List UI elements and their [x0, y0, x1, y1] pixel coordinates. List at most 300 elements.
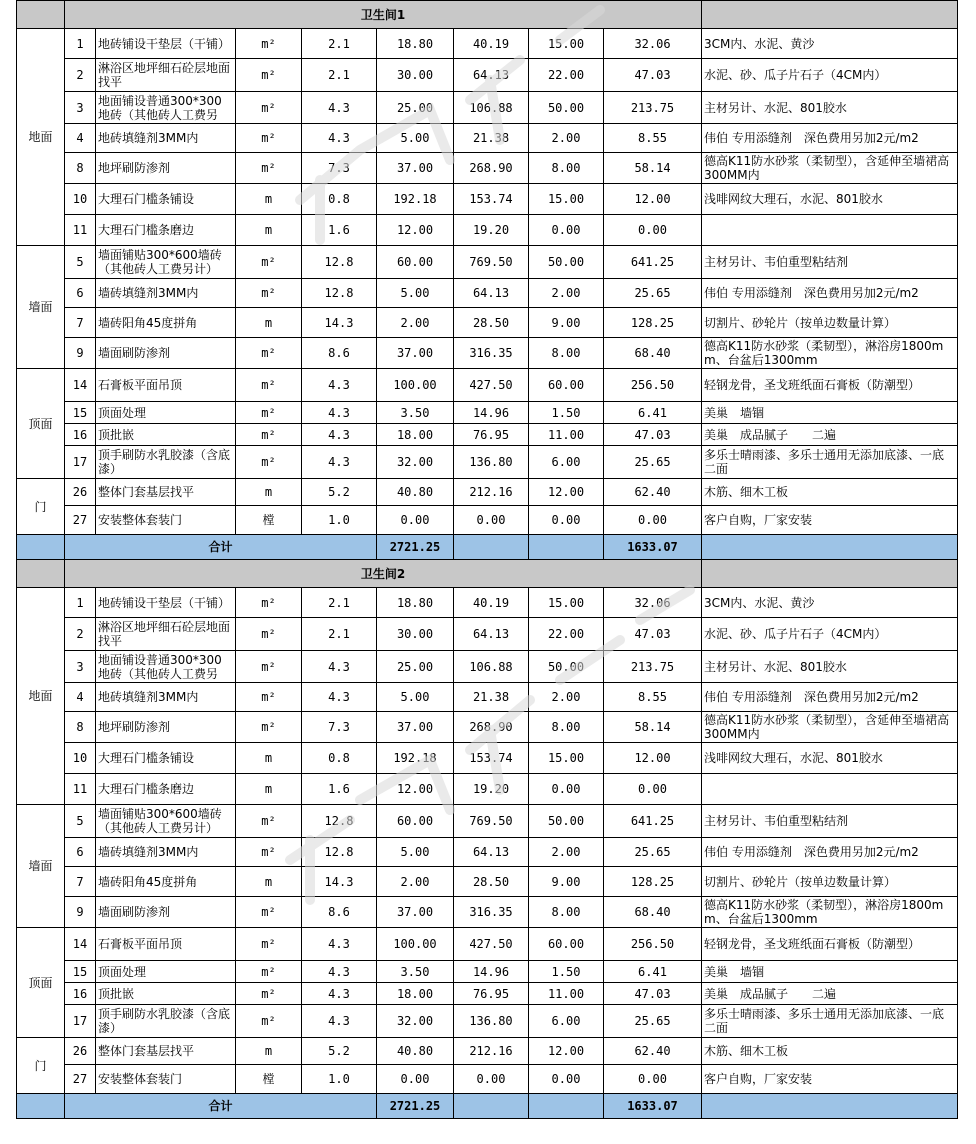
item-labor-amount: 256.50 [604, 369, 702, 402]
item-unit: m [236, 743, 302, 774]
item-unit: m [236, 479, 302, 506]
item-labor-amount: 6.41 [604, 402, 702, 424]
item-price: 30.00 [377, 59, 454, 92]
item-labor-price: 15.00 [529, 743, 604, 774]
item-price: 192.18 [377, 184, 454, 215]
item-labor-amount: 0.00 [604, 215, 702, 246]
item-price: 32.00 [377, 446, 454, 479]
item-remark: 切割片、砂轮片（按单边数量计算） [702, 308, 958, 338]
item-no: 1 [65, 29, 96, 59]
item-qty: 2.1 [302, 29, 377, 59]
item-no: 1 [65, 588, 96, 618]
item-labor-amount: 213.75 [604, 92, 702, 124]
item-name: 地砖铺设干垫层（干铺） [96, 588, 236, 618]
item-labor-price: 0.00 [529, 215, 604, 246]
item-no: 4 [65, 683, 96, 712]
table-row [17, 59, 958, 92]
item-remark: 德高K11防水砂浆（柔韧型），淋浴房1800mm、台盆后1300mm [702, 338, 958, 369]
item-qty: 12.8 [302, 805, 377, 838]
item-qty: 5.2 [302, 479, 377, 506]
item-no: 2 [65, 59, 96, 92]
item-amount: 19.20 [454, 774, 529, 805]
item-qty: 1.0 [302, 506, 377, 535]
table-row [17, 402, 958, 424]
item-price: 100.00 [377, 369, 454, 402]
item-price: 40.80 [377, 479, 454, 506]
item-labor-amount: 25.65 [604, 279, 702, 308]
item-name: 顶批嵌 [96, 424, 236, 446]
item-qty: 2.1 [302, 618, 377, 651]
item-unit: m² [236, 897, 302, 928]
item-amount: 40.19 [454, 29, 529, 59]
item-remark: 德高K11防水砂浆（柔韧型），淋浴房1800mm、台盆后1300mm [702, 897, 958, 928]
item-name: 地坪刷防渗剂 [96, 712, 236, 743]
item-labor-price: 2.00 [529, 124, 604, 153]
item-labor-amount: 32.06 [604, 29, 702, 59]
item-remark: 水泥、砂、瓜子片石子（4CM内） [702, 618, 958, 651]
item-remark: 3CM内、水泥、黄沙 [702, 588, 958, 618]
item-remark: 木筋、细木工板 [702, 1038, 958, 1065]
item-name: 墙面铺贴300*600墙砖（其他砖人工费另计） [96, 246, 236, 279]
item-name: 石膏板平面吊顶 [96, 369, 236, 402]
item-no: 8 [65, 712, 96, 743]
item-amount: 76.95 [454, 424, 529, 446]
table-row [17, 369, 958, 402]
item-name: 顶手刷防水乳胶漆（含底漆） [96, 446, 236, 479]
total-amount: 2721.25 [377, 1094, 454, 1119]
item-remark: 伟伯 专用添缝剂 深色费用另加2元/m2 [702, 838, 958, 867]
item-remark: 客户自购，厂家安装 [702, 506, 958, 535]
item-name: 地坪刷防渗剂 [96, 153, 236, 184]
item-labor-price: 6.00 [529, 1005, 604, 1038]
item-remark: 浅啡网纹大理石，水泥、801胶水 [702, 743, 958, 774]
item-remark: 主材另计、水泥、801胶水 [702, 92, 958, 124]
item-name: 大理石门槛条铺设 [96, 743, 236, 774]
total-label: 合计 [65, 535, 377, 560]
item-price: 3.50 [377, 961, 454, 983]
item-name: 地面铺设普通300*300地砖（其他砖人工费另 [96, 651, 236, 683]
item-unit: m [236, 1038, 302, 1065]
table-row [17, 246, 958, 279]
item-labor-amount: 128.25 [604, 867, 702, 897]
item-qty: 4.3 [302, 983, 377, 1005]
table-row [17, 743, 958, 774]
item-qty: 0.8 [302, 743, 377, 774]
item-name: 墙砖阳角45度拼角 [96, 867, 236, 897]
item-labor-amount: 0.00 [604, 1065, 702, 1094]
item-no: 27 [65, 1065, 96, 1094]
item-remark: 水泥、砂、瓜子片石子（4CM内） [702, 59, 958, 92]
item-qty: 4.3 [302, 928, 377, 961]
item-no: 7 [65, 867, 96, 897]
item-name: 墙砖填缝剂3MM内 [96, 279, 236, 308]
item-labor-price: 15.00 [529, 184, 604, 215]
item-unit: m² [236, 338, 302, 369]
item-unit: m [236, 308, 302, 338]
table-row [17, 479, 958, 506]
item-amount: 14.96 [454, 402, 529, 424]
item-labor-price: 60.00 [529, 928, 604, 961]
item-no: 14 [65, 928, 96, 961]
item-labor-price: 6.00 [529, 446, 604, 479]
item-remark: 德高K11防水砂浆（柔韧型），含延伸至墙裙高300MM内 [702, 712, 958, 743]
item-labor-amount: 128.25 [604, 308, 702, 338]
item-no: 16 [65, 983, 96, 1005]
item-amount: 136.80 [454, 1005, 529, 1038]
item-price: 5.00 [377, 683, 454, 712]
item-labor-price: 12.00 [529, 1038, 604, 1065]
item-amount: 19.20 [454, 215, 529, 246]
item-name: 大理石门槛条铺设 [96, 184, 236, 215]
table-row [17, 683, 958, 712]
table-row [17, 279, 958, 308]
item-amount: 64.13 [454, 59, 529, 92]
item-qty: 8.6 [302, 897, 377, 928]
item-remark: 伟伯 专用添缝剂 深色费用另加2元/m2 [702, 279, 958, 308]
item-labor-price: 0.00 [529, 1065, 604, 1094]
item-qty: 1.0 [302, 1065, 377, 1094]
item-remark: 美巢 成品腻子 二遍 [702, 983, 958, 1005]
item-price: 37.00 [377, 338, 454, 369]
category-cell: 顶面 [17, 928, 65, 1038]
item-name: 墙砖填缝剂3MM内 [96, 838, 236, 867]
item-qty: 12.8 [302, 279, 377, 308]
item-price: 12.00 [377, 774, 454, 805]
table-row [17, 215, 958, 246]
item-name: 大理石门槛条磨边 [96, 215, 236, 246]
total-blank-cell [529, 1094, 604, 1119]
total-amount: 2721.25 [377, 535, 454, 560]
item-unit: m² [236, 153, 302, 184]
item-price: 18.80 [377, 588, 454, 618]
quote-table [16, 0, 958, 1119]
item-amount: 212.16 [454, 479, 529, 506]
item-price: 100.00 [377, 928, 454, 961]
item-labor-price: 9.00 [529, 867, 604, 897]
item-amount: 28.50 [454, 308, 529, 338]
item-name: 整体门套基层找平 [96, 1038, 236, 1065]
item-no: 5 [65, 246, 96, 279]
item-unit: m² [236, 961, 302, 983]
item-price: 32.00 [377, 1005, 454, 1038]
item-amount: 106.88 [454, 651, 529, 683]
item-labor-amount: 68.40 [604, 338, 702, 369]
table-row [17, 805, 958, 838]
item-remark: 美巢 成品腻子 二遍 [702, 424, 958, 446]
item-remark: 木筋、细木工板 [702, 479, 958, 506]
item-no: 3 [65, 92, 96, 124]
item-labor-amount: 32.06 [604, 588, 702, 618]
item-price: 40.80 [377, 1038, 454, 1065]
item-price: 37.00 [377, 153, 454, 184]
category-cell: 地面 [17, 588, 65, 805]
total-row [17, 535, 958, 560]
title-blank-cell [702, 560, 958, 588]
item-labor-price: 0.00 [529, 506, 604, 535]
item-amount: 268.90 [454, 712, 529, 743]
item-price: 18.00 [377, 424, 454, 446]
item-labor-price: 9.00 [529, 308, 604, 338]
item-qty: 4.3 [302, 369, 377, 402]
item-unit: m [236, 867, 302, 897]
item-remark: 切割片、砂轮片（按单边数量计算） [702, 867, 958, 897]
item-labor-amount: 47.03 [604, 59, 702, 92]
item-qty: 4.3 [302, 424, 377, 446]
item-no: 14 [65, 369, 96, 402]
total-blank-cell [529, 535, 604, 560]
item-no: 26 [65, 1038, 96, 1065]
item-amount: 316.35 [454, 338, 529, 369]
item-labor-price: 22.00 [529, 59, 604, 92]
item-qty: 4.3 [302, 1005, 377, 1038]
item-remark: 客户自购，厂家安装 [702, 1065, 958, 1094]
item-amount: 0.00 [454, 1065, 529, 1094]
item-unit: m² [236, 588, 302, 618]
item-remark: 美巢 墙锢 [702, 961, 958, 983]
item-labor-price: 15.00 [529, 29, 604, 59]
table-row [17, 961, 958, 983]
item-name: 墙面刷防渗剂 [96, 338, 236, 369]
item-unit: m² [236, 838, 302, 867]
item-name: 顶批嵌 [96, 983, 236, 1005]
title-blank-cell [17, 560, 65, 588]
item-no: 2 [65, 618, 96, 651]
item-labor-amount: 58.14 [604, 712, 702, 743]
item-amount: 64.13 [454, 279, 529, 308]
item-no: 27 [65, 506, 96, 535]
item-qty: 4.3 [302, 683, 377, 712]
table-row [17, 124, 958, 153]
item-qty: 4.3 [302, 651, 377, 683]
item-labor-amount: 0.00 [604, 774, 702, 805]
item-name: 安装整体套装门 [96, 506, 236, 535]
item-labor-price: 12.00 [529, 479, 604, 506]
item-labor-price: 2.00 [529, 838, 604, 867]
item-unit: m² [236, 279, 302, 308]
item-unit: m² [236, 651, 302, 683]
item-remark: 主材另计、韦伯重型粘结剂 [702, 246, 958, 279]
item-unit: m² [236, 983, 302, 1005]
table-row [17, 1005, 958, 1038]
item-no: 10 [65, 743, 96, 774]
item-name: 淋浴区地坪细石砼层地面找平 [96, 59, 236, 92]
item-no: 16 [65, 424, 96, 446]
item-unit: m² [236, 712, 302, 743]
item-amount: 21.38 [454, 683, 529, 712]
item-labor-price: 8.00 [529, 338, 604, 369]
table-row [17, 446, 958, 479]
item-price: 25.00 [377, 651, 454, 683]
section-title: 卫生间1 [65, 1, 702, 29]
item-qty: 7.3 [302, 153, 377, 184]
item-amount: 14.96 [454, 961, 529, 983]
item-price: 25.00 [377, 92, 454, 124]
item-qty: 2.1 [302, 59, 377, 92]
item-qty: 8.6 [302, 338, 377, 369]
table-row [17, 424, 958, 446]
item-amount: 427.50 [454, 369, 529, 402]
item-labor-amount: 641.25 [604, 805, 702, 838]
item-qty: 7.3 [302, 712, 377, 743]
item-unit: m² [236, 246, 302, 279]
item-remark: 美巢 墙锢 [702, 402, 958, 424]
item-name: 大理石门槛条磨边 [96, 774, 236, 805]
item-remark [702, 774, 958, 805]
table-row [17, 712, 958, 743]
item-no: 8 [65, 153, 96, 184]
item-remark: 主材另计、水泥、801胶水 [702, 651, 958, 683]
item-name: 地面铺设普通300*300地砖（其他砖人工费另 [96, 92, 236, 124]
total-labor-amount: 1633.07 [604, 535, 702, 560]
item-amount: 153.74 [454, 743, 529, 774]
item-price: 37.00 [377, 712, 454, 743]
item-labor-amount: 25.65 [604, 1005, 702, 1038]
section-title: 卫生间2 [65, 560, 702, 588]
item-name: 石膏板平面吊顶 [96, 928, 236, 961]
item-price: 0.00 [377, 506, 454, 535]
item-price: 60.00 [377, 805, 454, 838]
item-labor-amount: 8.55 [604, 683, 702, 712]
item-no: 9 [65, 897, 96, 928]
item-labor-price: 8.00 [529, 153, 604, 184]
item-name: 墙面刷防渗剂 [96, 897, 236, 928]
item-labor-amount: 25.65 [604, 446, 702, 479]
item-price: 18.80 [377, 29, 454, 59]
item-remark: 轻钢龙骨，圣戈班纸面石膏板（防潮型） [702, 928, 958, 961]
item-price: 2.00 [377, 867, 454, 897]
table-row [17, 184, 958, 215]
item-labor-amount: 47.03 [604, 618, 702, 651]
table-row [17, 153, 958, 184]
item-name: 安装整体套装门 [96, 1065, 236, 1094]
item-unit: m² [236, 618, 302, 651]
table-row [17, 867, 958, 897]
item-remark: 德高K11防水砂浆（柔韧型），含延伸至墙裙高300MM内 [702, 153, 958, 184]
table-row [17, 838, 958, 867]
item-amount: 212.16 [454, 1038, 529, 1065]
item-no: 4 [65, 124, 96, 153]
item-labor-amount: 47.03 [604, 424, 702, 446]
table-row [17, 928, 958, 961]
item-labor-amount: 641.25 [604, 246, 702, 279]
item-name: 墙面铺贴300*600墙砖（其他砖人工费另计） [96, 805, 236, 838]
item-labor-amount: 58.14 [604, 153, 702, 184]
item-remark: 主材另计、韦伯重型粘结剂 [702, 805, 958, 838]
section-title-row [17, 1, 958, 29]
item-remark: 3CM内、水泥、黄沙 [702, 29, 958, 59]
item-labor-price: 0.00 [529, 774, 604, 805]
item-name: 顶面处理 [96, 961, 236, 983]
item-name: 地砖填缝剂3MM内 [96, 683, 236, 712]
item-labor-amount: 25.65 [604, 838, 702, 867]
item-price: 192.18 [377, 743, 454, 774]
item-unit: m² [236, 402, 302, 424]
table-row [17, 506, 958, 535]
item-qty: 0.8 [302, 184, 377, 215]
item-no: 6 [65, 838, 96, 867]
item-unit: m [236, 774, 302, 805]
total-blank-cell [454, 535, 529, 560]
item-no: 10 [65, 184, 96, 215]
item-qty: 4.3 [302, 446, 377, 479]
title-blank-cell [17, 1, 65, 29]
item-labor-price: 50.00 [529, 246, 604, 279]
item-name: 淋浴区地坪细石砼层地面找平 [96, 618, 236, 651]
item-qty: 4.3 [302, 961, 377, 983]
item-qty: 4.3 [302, 124, 377, 153]
item-price: 2.00 [377, 308, 454, 338]
item-name: 整体门套基层找平 [96, 479, 236, 506]
item-remark: 伟伯 专用添缝剂 深色费用另加2元/m2 [702, 683, 958, 712]
item-amount: 153.74 [454, 184, 529, 215]
item-labor-price: 50.00 [529, 805, 604, 838]
item-unit: 樘 [236, 506, 302, 535]
item-amount: 316.35 [454, 897, 529, 928]
item-amount: 268.90 [454, 153, 529, 184]
item-labor-amount: 12.00 [604, 743, 702, 774]
item-remark: 轻钢龙骨，圣戈班纸面石膏板（防潮型） [702, 369, 958, 402]
category-cell: 墙面 [17, 246, 65, 369]
item-labor-price: 1.50 [529, 961, 604, 983]
table-row [17, 983, 958, 1005]
item-labor-price: 2.00 [529, 279, 604, 308]
item-name: 地砖填缝剂3MM内 [96, 124, 236, 153]
item-amount: 64.13 [454, 838, 529, 867]
item-labor-price: 8.00 [529, 712, 604, 743]
item-qty: 14.3 [302, 308, 377, 338]
item-qty: 2.1 [302, 588, 377, 618]
item-unit: m² [236, 1005, 302, 1038]
item-unit: m [236, 215, 302, 246]
item-labor-amount: 47.03 [604, 983, 702, 1005]
item-remark: 多乐士晴雨漆、多乐士通用无添加底漆、一底二面 [702, 1005, 958, 1038]
item-no: 17 [65, 446, 96, 479]
item-no: 7 [65, 308, 96, 338]
item-price: 60.00 [377, 246, 454, 279]
item-labor-price: 8.00 [529, 897, 604, 928]
item-qty: 12.8 [302, 838, 377, 867]
item-labor-amount: 12.00 [604, 184, 702, 215]
item-no: 6 [65, 279, 96, 308]
item-price: 5.00 [377, 838, 454, 867]
item-labor-amount: 213.75 [604, 651, 702, 683]
item-price: 3.50 [377, 402, 454, 424]
total-blank-cell [454, 1094, 529, 1119]
item-remark: 浅啡网纹大理石，水泥、801胶水 [702, 184, 958, 215]
item-qty: 5.2 [302, 1038, 377, 1065]
item-labor-price: 2.00 [529, 683, 604, 712]
item-unit: m² [236, 446, 302, 479]
table-row [17, 29, 958, 59]
item-amount: 0.00 [454, 506, 529, 535]
table-row [17, 338, 958, 369]
table-row [17, 651, 958, 683]
item-unit: m² [236, 928, 302, 961]
item-qty: 4.3 [302, 402, 377, 424]
category-cell: 墙面 [17, 805, 65, 928]
item-qty: 12.8 [302, 246, 377, 279]
category-cell: 门 [17, 1038, 65, 1094]
item-labor-price: 50.00 [529, 92, 604, 124]
table-row [17, 92, 958, 124]
total-blank-cell [17, 1094, 65, 1119]
item-no: 3 [65, 651, 96, 683]
table-row [17, 618, 958, 651]
item-labor-price: 22.00 [529, 618, 604, 651]
item-no: 15 [65, 961, 96, 983]
table-row [17, 897, 958, 928]
item-amount: 106.88 [454, 92, 529, 124]
